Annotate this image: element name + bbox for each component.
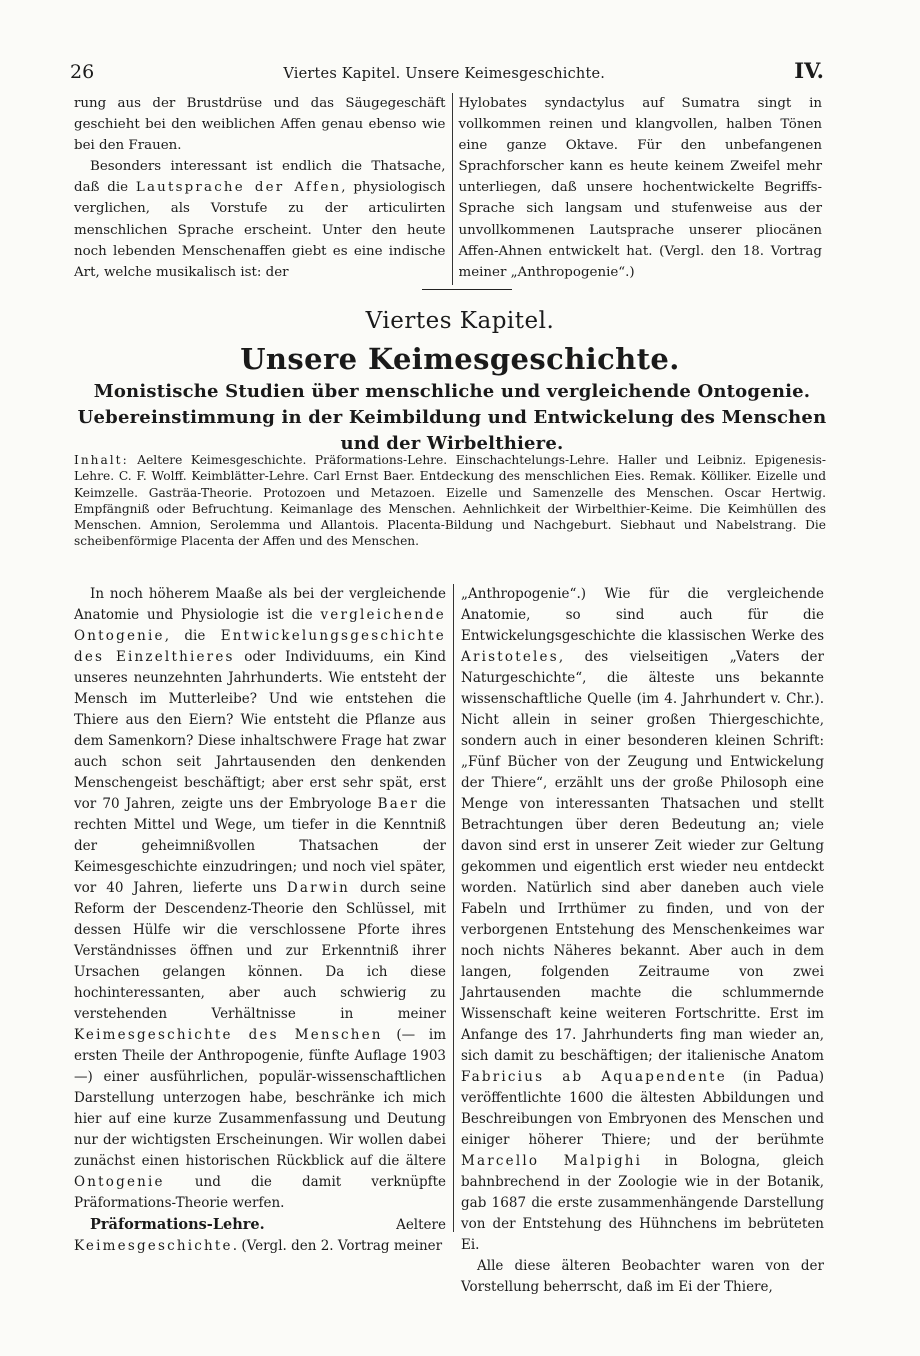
emphasized-term: Fabricius ab Aquapendente bbox=[461, 1069, 727, 1085]
chapter-roman-numeral: IV. bbox=[794, 58, 824, 83]
paragraph bbox=[74, 156, 446, 283]
text-run: Hylobates syndactylus auf Sumatra singt in vollkommen reinen und klangvollen, halben Tönen eine ganze Oktave. Für den unbefangenen Sprachforscher kann es heute keinem Zweifel mehr unterliegen, daß unsere hochentwickelte Begriffs-Sprache sich langsam und stufenweise aus der unvollkommenen Lautsprache unserer pliocänen Affen-Ahnen entwickelt hat. (Vergl. den 18. Vortrag meiner „Anthropogenie“.) bbox=[458, 96, 822, 280]
paragraph bbox=[74, 584, 446, 1214]
emphasized-term: Darwin bbox=[286, 880, 350, 896]
right-column-top bbox=[453, 93, 823, 285]
paragraph bbox=[74, 93, 446, 156]
section-divider bbox=[422, 289, 512, 290]
continued-text-columns bbox=[74, 93, 822, 285]
emphasized-term: Aristoteles bbox=[461, 649, 559, 665]
chapter-subtitle: Monistische Studien über menschliche und vergleichende Ontogenie. Uebereinstimmung in der Keimbildung und Entwickelung des Menschen und der Wirbelthiere. bbox=[77, 381, 827, 454]
left-column-main bbox=[74, 584, 454, 1254]
page-number: 26 bbox=[70, 61, 95, 83]
main-text-columns bbox=[74, 584, 824, 1295]
paragraph bbox=[461, 1256, 824, 1298]
emphasized-term: Ontogenie bbox=[74, 1174, 165, 1190]
text-run: (in Padua) veröffentlichte 1600 die ältesten Abbildungen und Beschreibungen von Embryonen des Menschen und einiger höherer Thiere; und der berühmte bbox=[461, 1069, 824, 1148]
right-column-main bbox=[454, 584, 824, 1295]
paragraph bbox=[74, 1214, 446, 1257]
emphasized-term: Marcello Malpighi bbox=[461, 1153, 643, 1169]
text-run: oder Individuums, ein Kind unseres neunzehnten Jahrhunderts. Wie entsteht der Mensch im Mutterleibe? Und wie entstehen die Thiere aus den Eiern? Wie entsteht die Pflanze aus dem Samenkorn? Diese inhaltschwere Frage hat zwar auch schon seit Jahrtausenden den denkenden Menschengeist beschäftigt; aber erst sehr spät, erst vor 70 Jahren, zeigte uns der Embryologe bbox=[74, 649, 446, 812]
emphasized-term: Baer bbox=[377, 796, 419, 812]
emphasized-term: Keimesgeschichte bbox=[74, 1238, 233, 1254]
contents-label: Inhalt: bbox=[74, 453, 129, 467]
text-run: „Anthropogenie“.) Wie für die vergleichende Anatomie, so sind auch für die Entwickelungsgeschichte die klassischen Werke des bbox=[461, 586, 824, 644]
page-header bbox=[70, 58, 824, 88]
text-run: Besonders interessant ist endlich die Thatsache, daß die bbox=[74, 159, 446, 196]
emphasized-term: Keimesgeschichte des Menschen bbox=[74, 1027, 383, 1043]
text-run: in Bologna, gleich bahnbrechend in der Zoologie wie in der Botanik, gab 1687 die erste zusammenhängende Darstellung von der Entstehung des Hühnchens im bebrüteten Ei. bbox=[461, 1153, 824, 1253]
text-run: Aeltere bbox=[264, 1217, 446, 1233]
text-run: rung aus der Brustdrüse und das Säugegeschäft geschieht bei den weiblichen Affen genau ebenso wie bei den Frauen. bbox=[74, 96, 446, 154]
text-run: . (Vergl. den 2. Vortrag meiner bbox=[232, 1238, 443, 1254]
text-run: (— im ersten Theile der Anthropogenie, fünfte Auflage 1903 —) einer ausführlichen, populär-wissenschaftlichen Darstellung unterzogen habe, beschränke ich mich hier auf eine kurze Zusammenfassung und Deutung nur der wichtigsten Erscheinungen. Wir wollen dabei zunächst einen historischen Rückblick auf die ältere bbox=[74, 1027, 446, 1169]
paragraph bbox=[461, 584, 824, 1256]
chapter-contents bbox=[74, 452, 826, 550]
text-run: Alle diese älteren Beobachter waren von der Vorstellung beherrscht, daß im Ei der Thiere, bbox=[461, 1258, 824, 1295]
chapter-title: Unsere Keimesgeschichte. bbox=[240, 342, 680, 376]
emphasized-term: vergleichende Ontogenie bbox=[74, 607, 446, 644]
text-run: und die damit verknüpfte Präformations-Theorie werfen. bbox=[74, 1174, 446, 1211]
text-run: durch seine Reform der Descendenz-Theorie den Schlüssel, mit dessen Hülfe wir die verschlossene Pforte ihres Verständnisses öffnen und zur Erkenntniß ihrer Ursachen gelangen können. Da ich diese hochinteressanten, aber auch schwierig zu verstehenden Verhältnisse in meiner bbox=[74, 880, 446, 1022]
emphasized-term: Entwickelungsgeschichte des Einzelthieres bbox=[74, 628, 446, 665]
text-run: In noch höherem Maaße als bei der vergleichende Anatomie und Physiologie ist die bbox=[74, 586, 446, 623]
text-run: , des vielseitigen „Vaters der Naturgeschichte“, die älteste uns bekannte wissenschaftliche Quelle (im 4. Jahrhundert v. Chr.). Nicht allein in seiner großen Thiergeschichte, sondern auch in einer besonderen kleinen Schrift: „Fünf Bücher von der Zeugung und Entwickelung der Thiere“, erzählt uns der große Philosoph eine Menge von interessanten Thatsachen und stellt Betrachtungen über deren Bedeutung an; viele davon sind erst in unserer Zeit wieder zur Geltung gekommen und eigentlich erst wieder neu entdeckt worden. Natürlich sind aber daneben auch viele Fabeln und Irrthümer zu finden, und von der verborgenen Entstehung des Menschenkeimes war noch nichts Näheres bekannt. Aber auch in dem langen, folgenden Zeitraume von zwei Jahrtausenden machte die schlummernde Wissenschaft keine weiteren Fortschritte. Erst im Anfange des 17. Jahrhunderts fing man wieder an, sich damit zu beschäftigen; der italienische Anatom bbox=[461, 649, 824, 1064]
running-title: Viertes Kapitel. Unsere Keimesgeschichte. bbox=[283, 66, 606, 82]
paragraph bbox=[459, 93, 823, 283]
contents-text: Aeltere Keimesgeschichte. Präformations-Lehre. Einschachtelungs-Lehre. Haller und Leibniz. Epigenesis-Lehre. C. F. Wolff. Keimblätter-Lehre. Carl Ernst Baer. Entdeckung des menschlichen Eies. Remak. Kölliker. Eizelle und Keimzelle. Gasträa-Theorie. Protozoen und Metazoen. Eizelle und Samenzelle des Menschen. Oscar Hertwig. Empfängniß oder Befruchtung. Keimanlage des Menschen. Aehnlichkeit der Wirbelthier-Keime. Die Keimhüllen des Menschen. Amnion, Serolemma und Allantois. Placenta-Bildung und Nachgeburt. Siebhaut und Nabelstrang. Die scheibenförmige Placenta der Affen und des Menschen. bbox=[74, 453, 826, 549]
text-run: , die bbox=[164, 628, 221, 644]
left-column-top bbox=[74, 93, 453, 285]
text-run: die rechten Mittel und Wege, um tiefer in die Kenntniß der geheimnißvollen Thatsachen der Keimesgeschichte einzudringen; und noch viel später, vor 40 Jahren, lieferte uns bbox=[74, 796, 446, 896]
text-run: , physiologisch verglichen, als Vorstufe zu der articulirten menschlichen Sprache erscheint. Unter den heute noch lebenden Menschenaffen giebt es eine indische Art, welche musikalisch ist: der bbox=[74, 180, 446, 280]
chapter-heading: Viertes Kapitel. bbox=[365, 308, 555, 334]
section-heading: Präformations-Lehre. bbox=[90, 1216, 265, 1233]
emphasized-term: Lautsprache der Affen bbox=[135, 180, 342, 196]
